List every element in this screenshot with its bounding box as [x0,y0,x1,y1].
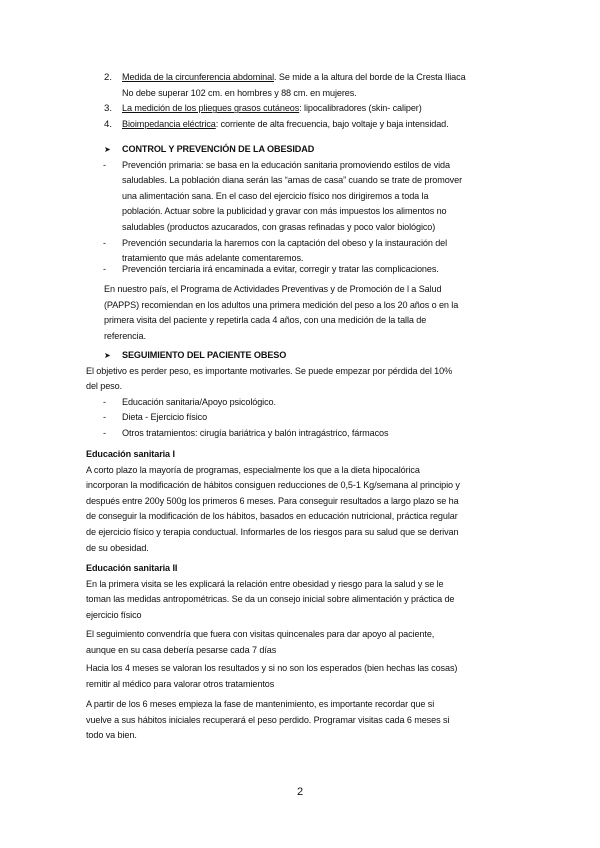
paragraph-line: En la primera visita se les explicará la relación entre obesidad y riesgo para la salud y se le [86,578,444,589]
paragraph-line: aunque en su casa debería pesarse cada 7 días [86,644,277,655]
list-line: Prevención secundaria la haremos con la captación del obeso y la instauración del [122,237,448,248]
dash-bullet: - [103,428,107,438]
paragraph-line: de ejercicio físico y terapia conductual. Informarles de los riesgos para su salud que se derivan [86,527,459,537]
section-heading: SEGUIMIENTO DEL PACIENTE OBESO [122,350,287,360]
paragraph-line: de su obesidad. [86,542,149,553]
paragraph-line: del peso. [86,381,123,392]
list-number: 3. [104,103,113,115]
list-number: 4. [104,118,113,130]
subsection-heading: Educación sanitaria I [86,449,175,459]
list-line: tratamiento que más adelante comentaremos. [122,253,304,264]
paragraph-line: vuelve a sus hábitos iniciales recuperará el peso perdido. Programar visitas cada 6 meses si [86,714,450,725]
dash-bullet: - [103,263,107,274]
list-line: saludables. La población diana serán las “amas de casa” cuando se trate de promover [122,175,462,186]
measure-item [122,70,522,86]
paragraph-line: En nuestro país, el Programa de Actividades Preventivas y de Promoción de l a Salud [104,284,442,294]
paragraph-line: A partir de los 6 meses empieza la fase de mantenimiento, es importante recordar que si [86,699,435,709]
list-line: Prevención terciaria irá encaminada a evitar, corregir y tratar las complicaciones. [122,263,439,274]
list-number: 2. [104,72,113,83]
measure-item [122,101,522,117]
paragraph-line: (PAPPS) recomiendan en los adultos una primera medición del peso a los 20 años o en la [104,299,459,310]
page-number: 2 [296,786,304,798]
paragraph-line: El seguimiento convendría que fuera con visitas quincenales para dar apoyo al paciente, [86,629,435,639]
list-line: Educación sanitaria/Apoyo psicológico. [122,396,276,407]
list-line: población. Actuar sobre la publicidad y gravar con más impuestos los alimentos no [122,206,447,217]
dash-bullet: - [103,396,107,407]
arrow-bullet-icon: ➤ [104,351,111,360]
dash-bullet: - [103,237,107,248]
measure-title: La medición de los pliegues grasos cutáneos [122,103,300,114]
list-line: una alimentación sana. En el caso del ejercicio físico nos dirigiremos a toda la [122,190,429,201]
paragraph-line: referencia. [104,330,146,341]
section-heading: CONTROL Y PREVENCIÓN DE LA OBESIDAD [122,144,315,154]
measure-item [122,117,522,133]
measure-title: Medida de la circunferencia abdominal [122,72,274,82]
paragraph-line: El objetivo es perder peso, es importante motivarles. Se puede empezar por pérdida del 10% [86,365,453,376]
paragraph-line: incorporan la modificación de hábitos consiguen reducciones de 0,5-1 Kg/semana al principio y [86,480,460,491]
paragraph-line: de conseguir la modificación de los hábitos, basados en educación nutricional, práctica regular [86,511,458,522]
measure-title: Bioimpedancia eléctrica [122,118,216,129]
measure-text: : corriente de alta frecuencia, bajo voltaje y baja intensidad. [215,118,449,129]
arrow-bullet-icon: ➤ [104,145,111,154]
dash-bullet: - [103,159,107,170]
paragraph-line: toman las medidas antropométricas. Se da un consejo inicial sobre alimentación y práctica de [86,594,455,605]
paragraph-line: después entre 200y 500g los primeros 6 meses. Para conseguir resultados a largo plazo se ha [86,495,459,506]
paragraph-line: Hacia los 4 meses se valoran los resultados y si no son los esperados (bien hechas las cosas) [86,663,458,673]
paragraph-line: A corto plazo la mayoría de programas, especialmente los que a la dieta hipocalórica [86,464,420,475]
measure-text: . Se mide a la altura del borde de la Cresta Iliaca [274,72,466,82]
list-line: saludables (productos azucarados, con grasas refinadas y poco valor biológico) [122,222,436,232]
measure-text: : lipocalibradores (skin- caliper) [299,103,422,114]
dash-bullet: - [103,412,107,423]
subsection-heading: Educación sanitaria II [86,563,178,573]
list-line: Prevención primaria: se basa en la educación sanitaria promoviendo estilos de vida [122,159,450,170]
list-line: Otros tratamientos: cirugía bariátrica y balón intragástrico, fármacos [122,428,389,438]
paragraph-line: primera visita del paciente y repetirla cada 4 años, con una medición de la talla de [104,315,427,326]
paragraph-line: ejercicio físico [86,609,142,620]
paragraph-line: remitir al médico para valorar otros tratamientos [86,678,275,689]
measure-continuation: No debe superar 102 cm. en hombres y 88 cm. en mujeres. [122,87,357,98]
paragraph-line: todo va bien. [86,730,137,741]
list-line: Dieta - Ejercicio físico [122,412,208,423]
